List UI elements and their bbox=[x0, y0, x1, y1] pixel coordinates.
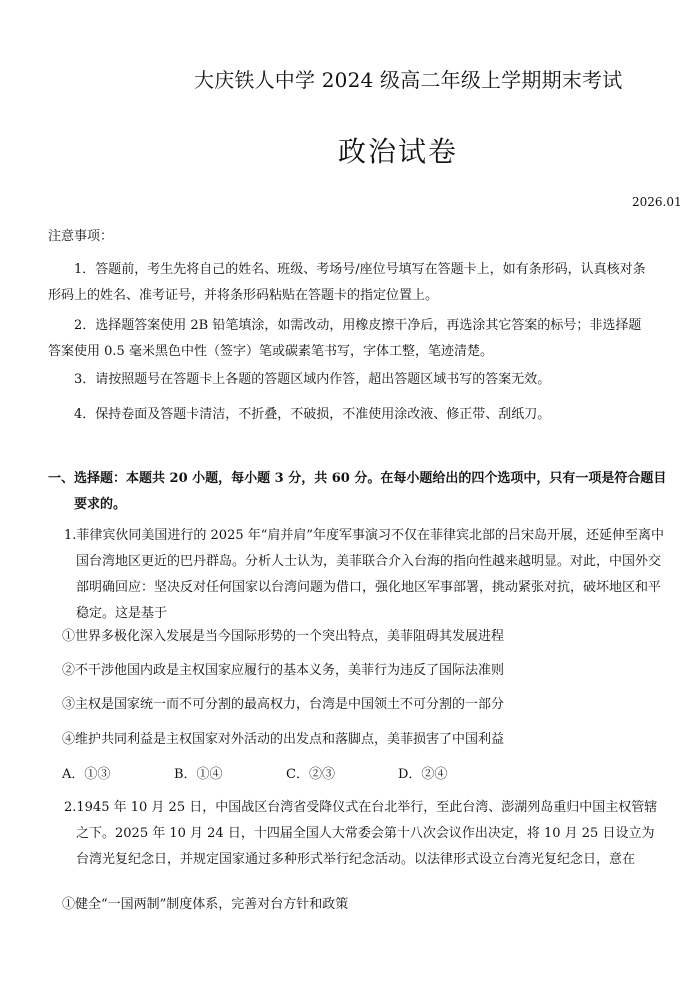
choice-d: D．②④ bbox=[398, 767, 448, 782]
question-2-option-1: ①健全“一国两制”制度体系，完善对台方针和政策 bbox=[62, 897, 349, 912]
question-1-option-2: ②不干涉他国内政是主权国家应履行的基本义务，美菲行为违反了国际法准则 bbox=[62, 663, 505, 678]
choice-a: A．①③ bbox=[62, 767, 111, 782]
question-2-stem: 2.1945 年 10 月 25 日，中国战区台湾省受降仪式在台北举行，至此台湾、澎湖列岛重归中国主权管辖之下。2025 年 10 月 24 日，十四届全国人大常委会第十八次会议作出决定，将 10 月 25 日设立为台湾光复纪念日，并规定国家通过多种形式举行纪念活动。以法律形式设立台湾光复纪念日，意在 bbox=[64, 800, 658, 867]
exam-subtitle: 政治试卷 bbox=[338, 135, 459, 168]
question-1-option-1: ①世界多极化深入发展是当今国际形势的一个突出特点，美菲阻碍其发展进程 bbox=[62, 629, 505, 644]
exam-title: 大庆铁人中学 2024 级高二年级上学期期末考试 bbox=[194, 68, 623, 92]
notice-heading: 注意事项： bbox=[48, 229, 114, 244]
notice-item-2: 2．选择题答案使用 2B 铅笔填涂，如需改动，用橡皮擦干净后，再选涂其它答案的标号；非选择题答案使用 0.5 毫米黑色中性（签字）笔或碳素笔书写，字体工整，笔迹清楚。 bbox=[48, 318, 642, 359]
choice-b: B．①④ bbox=[174, 767, 223, 782]
notice-item-1: 1．答题前，考生先将自己的姓名、班级、考场号/座位号填写在答题卡上，如有条形码，认真核对条形码上的姓名、准考证号，并将条形码粘贴在答题卡的指定位置上。 bbox=[48, 262, 646, 303]
question-1-option-3: ③主权是国家统一而不可分割的最高权力，台湾是中国领土不可分割的一部分 bbox=[62, 697, 505, 712]
exam-date: 2026.01 bbox=[632, 195, 682, 209]
question-1-option-4: ④维护共同利益是主权国家对外活动的出发点和落脚点，美菲损害了中国利益 bbox=[62, 732, 505, 747]
notice-item-3: 3．请按照题号在答题卡上各题的答题区域内作答，超出答题区域书写的答案无效。 bbox=[74, 372, 551, 387]
choice-c: C．②③ bbox=[286, 767, 335, 782]
question-1-stem: 1.菲律宾伙同美国进行的 2025 年“肩并肩”年度军事演习不仅在菲律宾北部的吕宋岛开展，还延伸至离中国台湾地区更近的巴丹群岛。分析人士认为，美菲联合介入台海的指向性越来越明显。对此，中国外交部明确回应：坚决反对任何国家以台湾问题为借口，强化地区军事部署，挑动紧张对抗，破坏地区和平稳定。这是基于 bbox=[64, 528, 665, 621]
notice-item-4: 4．保持卷面及答题卡清洁，不折叠，不破损，不准使用涂改液、修正带、刮纸刀。 bbox=[74, 407, 551, 422]
section-heading: 一、选择题：本题共 20 小题，每小题 3 分，共 60 分。在每小题给出的四个选项中，只有一项是符合题目要求的。 bbox=[48, 471, 667, 512]
